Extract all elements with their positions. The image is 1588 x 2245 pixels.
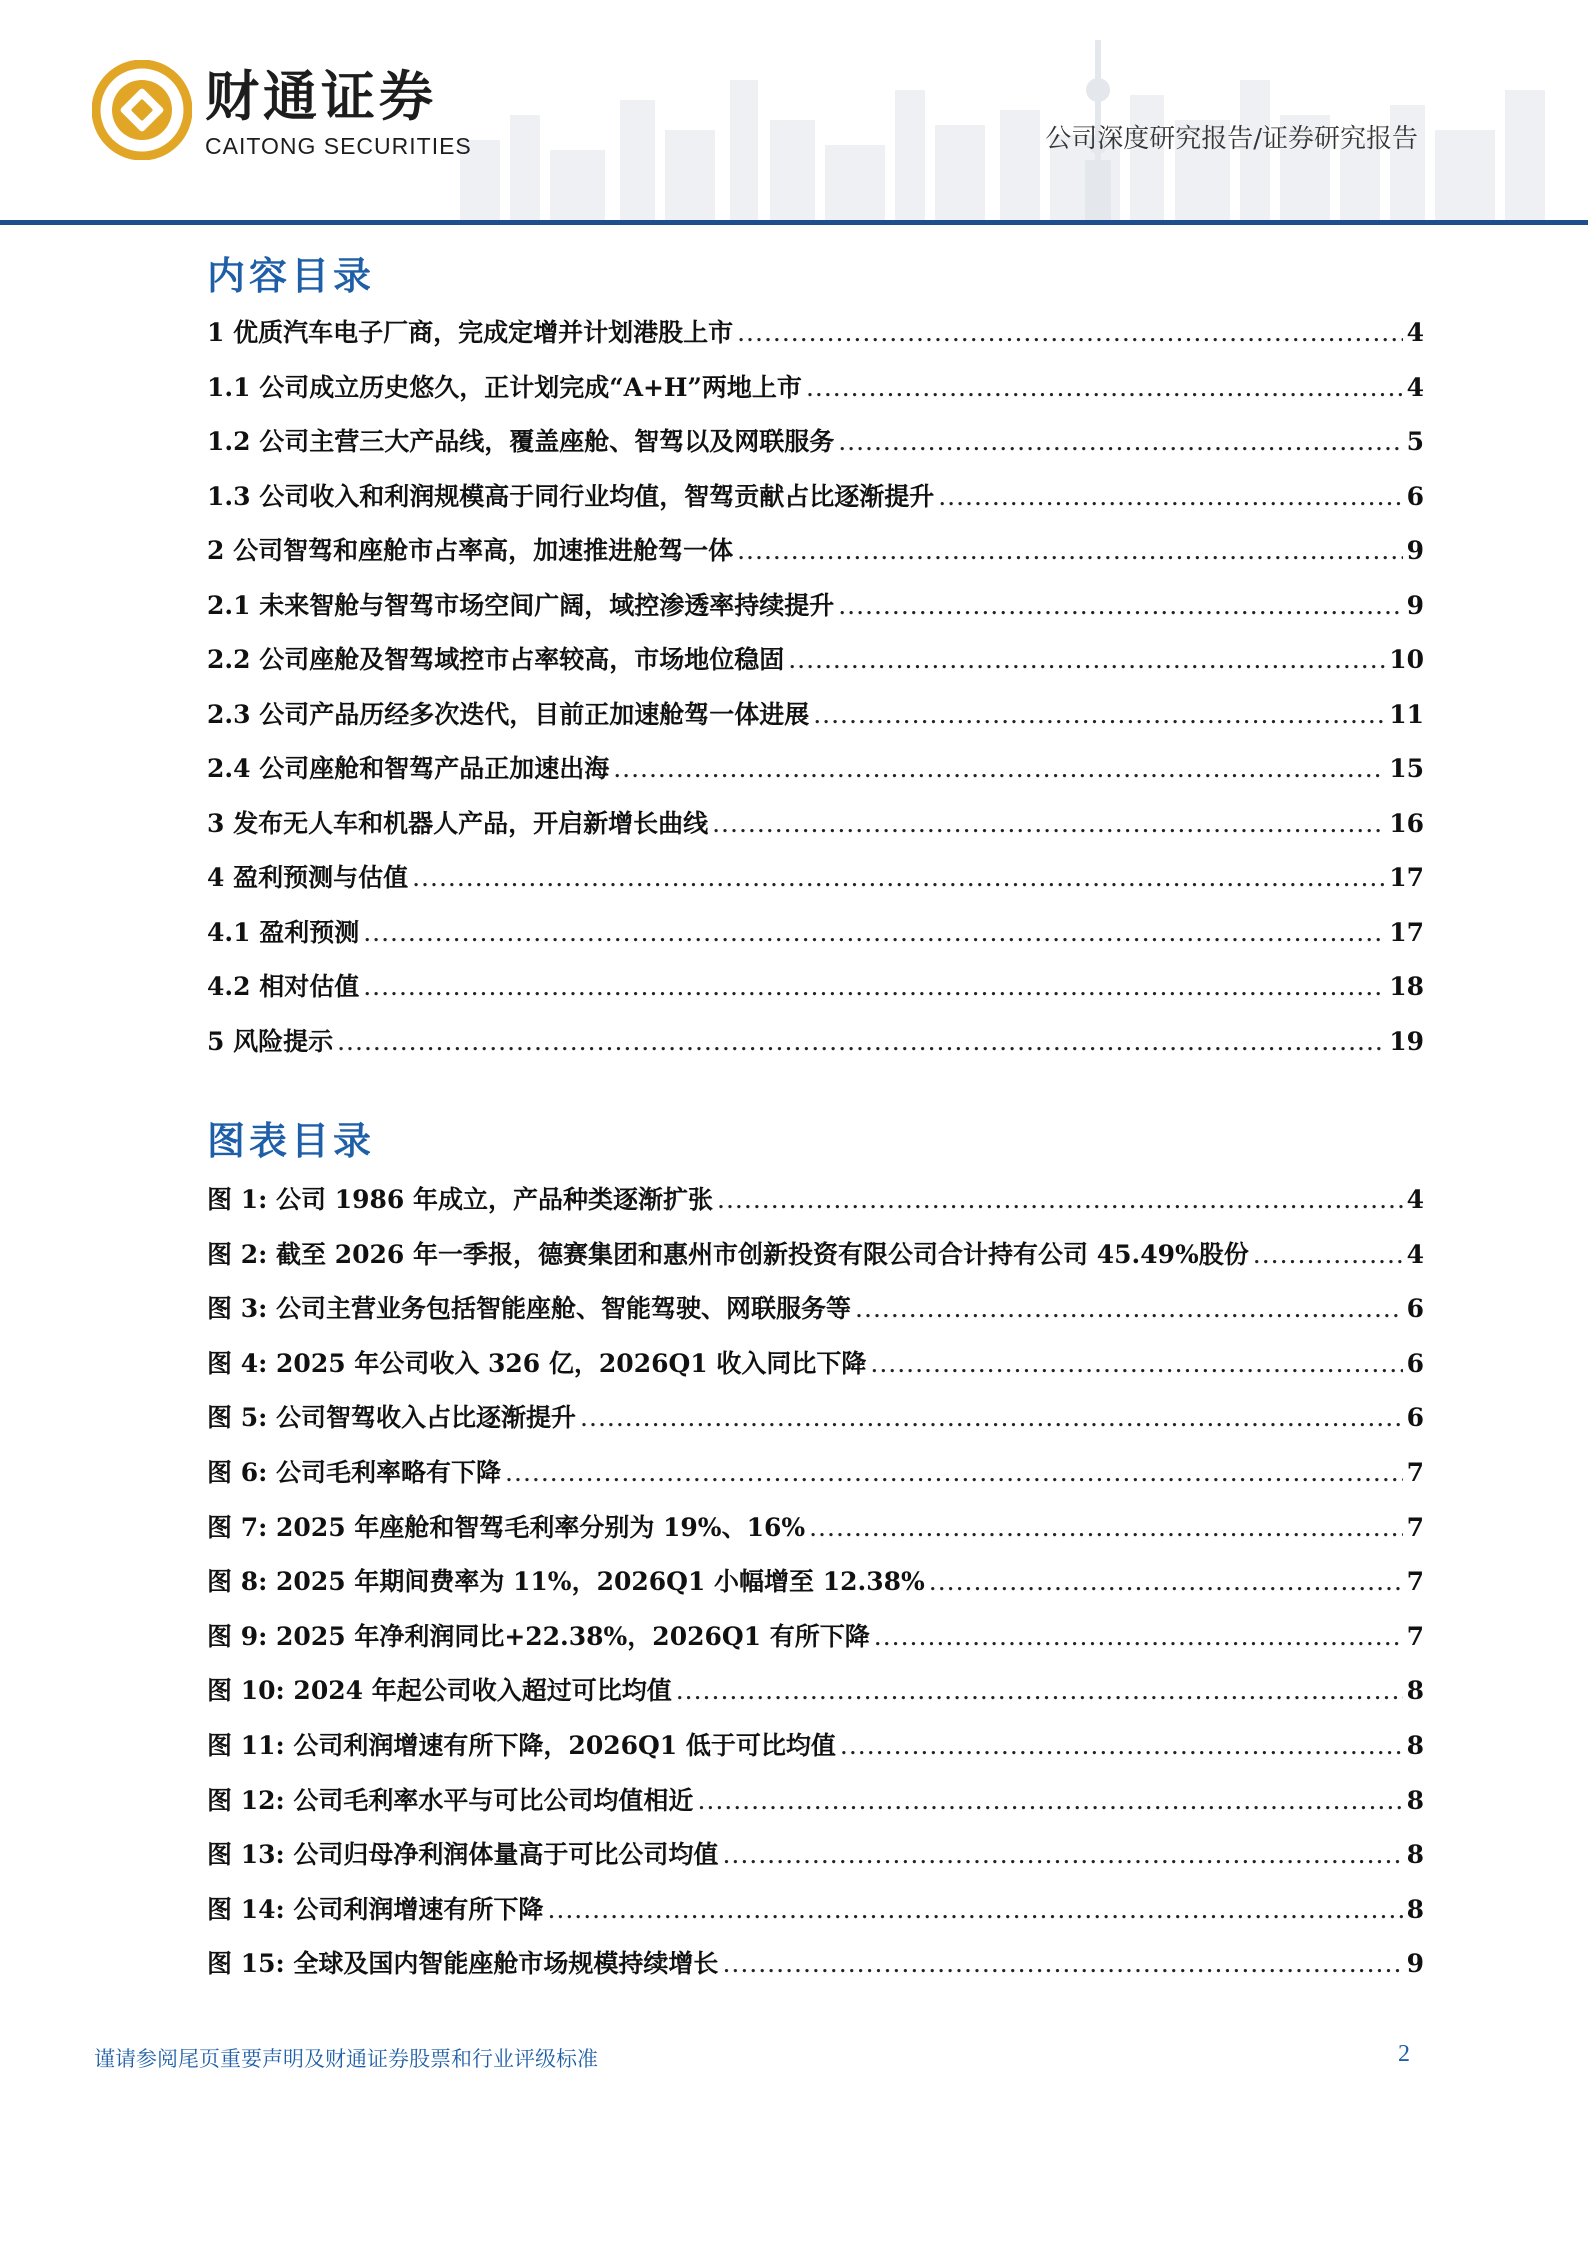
figure-entry-title: 图 11: 公司利润增速有所下降，2026Q1 低于可比均值 bbox=[207, 1730, 836, 1760]
figure-entry-page: 8 bbox=[1406, 1894, 1424, 1924]
figure-entry-page: 7 bbox=[1406, 1567, 1424, 1597]
report-type: 公司深度研究报告/证券研究报告 bbox=[1045, 124, 1418, 154]
figures-list bbox=[207, 1180, 1424, 1999]
figure-entry[interactable] bbox=[207, 1453, 1424, 1508]
figure-entry[interactable] bbox=[207, 1835, 1424, 1890]
dot-leader bbox=[697, 1786, 1402, 1815]
brand-name-en: CAITONG SECURITIES bbox=[205, 133, 472, 159]
contents-entry-page: 17 bbox=[1389, 917, 1424, 947]
contents-entry-page: 17 bbox=[1389, 863, 1424, 892]
dot-leader bbox=[717, 1185, 1403, 1214]
figure-entry-title: 图 2: 截至 2026 年一季报，德赛集团和惠州市创新投资有限公司合计持有公司 45.49%股份 bbox=[207, 1239, 1249, 1269]
figure-entry-title: 图 8: 2025 年期间费率为 11%，2026Q1 小幅增至 12.38% bbox=[207, 1567, 925, 1597]
figure-entry[interactable] bbox=[207, 1289, 1424, 1344]
contents-entry-page: 4 bbox=[1406, 318, 1424, 347]
figure-entry-page: 6 bbox=[1406, 1403, 1424, 1433]
figure-entry[interactable] bbox=[207, 1180, 1424, 1235]
dot-leader bbox=[838, 591, 1402, 620]
figure-entry-page: 6 bbox=[1406, 1294, 1424, 1324]
contents-entry[interactable] bbox=[207, 804, 1424, 859]
figure-entry-title: 图 6: 公司毛利率略有下降 bbox=[207, 1457, 502, 1487]
page-number: 2 bbox=[1398, 2041, 1410, 2067]
contents-entry-page: 19 bbox=[1389, 1026, 1424, 1056]
contents-entry-page: 4 bbox=[1406, 372, 1424, 402]
dot-leader bbox=[363, 918, 1385, 947]
dot-leader bbox=[722, 1840, 1402, 1869]
contents-entry-title: 2.4 公司座舱和智驾产品正加速出海 bbox=[207, 754, 610, 783]
dot-leader bbox=[813, 700, 1385, 729]
contents-entry[interactable] bbox=[207, 640, 1424, 695]
dot-leader bbox=[806, 373, 1403, 402]
brand-name: 财通证券 bbox=[205, 65, 437, 128]
figure-entry-page: 8 bbox=[1406, 1840, 1424, 1870]
contents-entry[interactable] bbox=[207, 313, 1424, 368]
contents-entry[interactable] bbox=[207, 477, 1424, 532]
dot-leader bbox=[363, 972, 1385, 1001]
contents-entry-page: 16 bbox=[1389, 808, 1424, 838]
figure-entry-title: 图 9: 2025 年净利润同比+22.38%，2026Q1 有所下降 bbox=[207, 1621, 870, 1651]
contents-entry-page: 6 bbox=[1406, 481, 1424, 511]
contents-entry-title: 2.1 未来智舱与智驾市场空间广阔，域控渗透率持续提升 bbox=[207, 590, 835, 620]
contents-entry-page: 9 bbox=[1406, 536, 1424, 565]
figure-entry-page: 8 bbox=[1406, 1730, 1424, 1760]
figure-entry-title: 图 12: 公司毛利率水平与可比公司均值相近 bbox=[207, 1785, 694, 1815]
figure-entry-title: 图 4: 2025 年公司收入 326 亿，2026Q1 收入同比下降 bbox=[207, 1348, 867, 1378]
figure-entry-page: 4 bbox=[1406, 1185, 1424, 1214]
contents-entry[interactable] bbox=[207, 368, 1424, 423]
figure-entry[interactable] bbox=[207, 1508, 1424, 1563]
contents-title: 内容目录 bbox=[207, 254, 376, 298]
dot-leader bbox=[412, 863, 1385, 892]
contents-entry-page: 15 bbox=[1389, 754, 1424, 783]
figure-entry-page: 7 bbox=[1406, 1621, 1424, 1651]
contents-entry[interactable] bbox=[207, 858, 1424, 913]
contents-entry-page: 11 bbox=[1389, 699, 1424, 729]
contents-entry[interactable] bbox=[207, 695, 1424, 750]
figures-title: 图表目录 bbox=[207, 1119, 376, 1163]
contents-entry-title: 5 风险提示 bbox=[207, 1026, 334, 1056]
dot-leader bbox=[547, 1895, 1402, 1924]
contents-entry[interactable] bbox=[207, 1022, 1424, 1077]
contents-entry-title: 2 公司智驾和座舱市占率高，加速推进舱驾一体 bbox=[207, 536, 734, 565]
caitong-coin-logo-icon bbox=[92, 60, 192, 160]
contents-entry-page: 10 bbox=[1389, 645, 1424, 674]
figure-entry[interactable] bbox=[207, 1781, 1424, 1836]
figure-entry-page: 8 bbox=[1406, 1676, 1424, 1706]
dot-leader bbox=[1253, 1240, 1403, 1269]
figure-entry[interactable] bbox=[207, 1344, 1424, 1399]
figure-entry-title: 图 15: 全球及国内智能座舱市场规模持续增长 bbox=[207, 1949, 719, 1979]
figure-entry-page: 4 bbox=[1406, 1239, 1424, 1269]
contents-entry-title: 3 发布无人车和机器人产品，开启新增长曲线 bbox=[207, 808, 709, 838]
dot-leader bbox=[737, 536, 1402, 565]
figure-entry-page: 7 bbox=[1406, 1457, 1424, 1487]
contents-entry-title: 1 优质汽车电子厂商，完成定增并计划港股上市 bbox=[207, 318, 734, 347]
dot-leader bbox=[938, 482, 1402, 511]
figure-entry-page: 6 bbox=[1406, 1348, 1424, 1378]
contents-entry-page: 9 bbox=[1406, 590, 1424, 620]
figure-entry-title: 图 5: 公司智驾收入占比逐渐提升 bbox=[207, 1403, 577, 1433]
contents-entry-title: 1.2 公司主营三大产品线，覆盖座舱、智驾以及网联服务 bbox=[207, 427, 835, 456]
figure-entry[interactable] bbox=[207, 1235, 1424, 1290]
contents-entry[interactable] bbox=[207, 422, 1424, 477]
contents-entry-title: 4.1 盈利预测 bbox=[207, 917, 360, 947]
figure-entry[interactable] bbox=[207, 1944, 1424, 1999]
dot-leader bbox=[838, 427, 1402, 456]
contents-entry[interactable] bbox=[207, 967, 1424, 1022]
contents-entry-title: 4 盈利预测与估值 bbox=[207, 863, 409, 892]
dot-leader bbox=[712, 809, 1385, 838]
figure-entry[interactable] bbox=[207, 1890, 1424, 1945]
dot-leader bbox=[337, 1027, 1385, 1056]
contents-entry-page: 5 bbox=[1406, 427, 1424, 456]
contents-entry-title: 2.2 公司座舱及智驾域控市占率较高，市场地位稳固 bbox=[207, 645, 785, 674]
dot-leader bbox=[676, 1676, 1403, 1705]
figure-entry-page: 9 bbox=[1406, 1949, 1424, 1979]
contents-entry-title: 2.3 公司产品历经多次迭代，目前正加速舱驾一体进展 bbox=[207, 699, 810, 729]
contents-list bbox=[207, 313, 1424, 1076]
dot-leader bbox=[737, 318, 1402, 347]
header-rule bbox=[0, 220, 1588, 225]
dot-leader bbox=[722, 1949, 1402, 1978]
contents-entry[interactable] bbox=[207, 586, 1424, 641]
dot-leader bbox=[505, 1458, 1403, 1487]
figure-entry[interactable] bbox=[207, 1398, 1424, 1453]
dot-leader bbox=[809, 1513, 1402, 1542]
figure-entry-title: 图 1: 公司 1986 年成立，产品种类逐渐扩张 bbox=[207, 1185, 714, 1214]
contents-entry[interactable] bbox=[207, 531, 1424, 586]
figure-entry-title: 图 7: 2025 年座舱和智驾毛利率分别为 19%、16% bbox=[207, 1512, 806, 1542]
dot-leader bbox=[929, 1567, 1403, 1596]
dot-leader bbox=[840, 1731, 1403, 1760]
dot-leader bbox=[788, 645, 1385, 674]
figure-entry-title: 图 10: 2024 年起公司收入超过可比均值 bbox=[207, 1676, 672, 1706]
figure-entry[interactable] bbox=[207, 1671, 1424, 1726]
figure-entry[interactable] bbox=[207, 1617, 1424, 1672]
contents-entry[interactable] bbox=[207, 749, 1424, 804]
dot-leader bbox=[874, 1622, 1403, 1651]
figure-entry[interactable] bbox=[207, 1562, 1424, 1617]
contents-entry[interactable] bbox=[207, 913, 1424, 968]
figure-entry-page: 8 bbox=[1406, 1785, 1424, 1815]
figure-entry-title: 图 13: 公司归母净利润体量高于可比公司均值 bbox=[207, 1840, 719, 1870]
dot-leader bbox=[855, 1294, 1403, 1323]
page-header bbox=[0, 0, 1588, 225]
dot-leader bbox=[870, 1349, 1402, 1378]
footer-disclaimer: 谨请参阅尾页重要声明及财通证券股票和行业评级标准 bbox=[94, 2047, 598, 2071]
figure-entry-title: 图 14: 公司利润增速有所下降 bbox=[207, 1894, 544, 1924]
contents-entry-title: 4.2 相对估值 bbox=[207, 972, 360, 1001]
dot-leader bbox=[580, 1403, 1403, 1432]
figure-entry[interactable] bbox=[207, 1726, 1424, 1781]
contents-entry-title: 1.3 公司收入和利润规模高于同行业均值，智驾贡献占比逐渐提升 bbox=[207, 481, 935, 511]
figure-entry-page: 7 bbox=[1406, 1512, 1424, 1542]
contents-entry-page: 18 bbox=[1389, 972, 1424, 1001]
dot-leader bbox=[613, 754, 1385, 783]
contents-entry-title: 1.1 公司成立历史悠久，正计划完成“A+H”两地上市 bbox=[207, 372, 802, 402]
figure-entry-title: 图 3: 公司主营业务包括智能座舱、智能驾驶、网联服务等 bbox=[207, 1294, 852, 1324]
